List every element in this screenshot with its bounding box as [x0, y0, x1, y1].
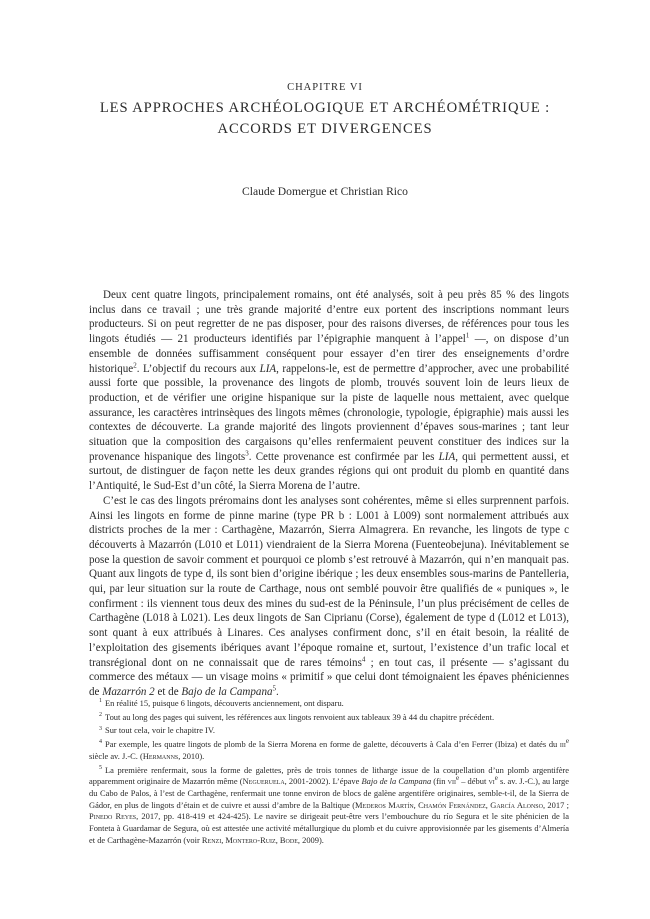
wreck-name: Bajo de la Campana	[361, 776, 432, 787]
footnote-ref-4[interactable]: 4	[361, 654, 366, 663]
text-run: s. av. J.-C.), au large du Cabo de Palos, à l’est de Carthagène, renfermait une tonne environ de blocs de galène argentifère originaires, semble-t-il, de la Sierra de Gádor, en plus de lingots d’étain et de cuivre et aussi d’ambre de la Baltique (	[89, 776, 569, 810]
text-run: C’est le cas des lingots préromains dont les analyses sont cohérentes, même si elles surprennent parfois. Ainsi les lingots en forme de pinne marine (type PR b : L001 à L009) sont normalement attribués aux districts proches de la mer : Carthagène, Mazarrón, Sierra Almagrera. En revanche, les lingots de type c découverts à Mazarrón (L010 et L011) viendraient de la Sierra Morena (Fuenteobejuna). Inévitablement se pose la question de savoir comment et pourquoi ce plomb s’est retrouvé à Mazarrón, qui n’en manquait pas. Quant aux lingots de type d, ils sont bien d’origine ibérique ; les deux ensembles sous-marins de Pantelleria, qui, par leur situation sur la route de Carthage, nous ont semblé pouvoir être qualifiés de « puniques », le confirment : ils viennent tous deux des mines du sud-est de la Péninsule, l’un plus précisément de celles de Carthagène (L018 à L021). Les deux lingots de San Ciprianu (Corse), également de type d (L012 et L013), sont quant à eux attribués à Linares. Ces analyses confirment donc, s’il en était besoin, la réalité de l’exploitation des gisements ibériques avant l’époque romaine et, surtout, l’existence d’un trafic local et transrégional dont on ne connaissait que de rares témoins	[89, 494, 569, 669]
wreck-name: Mazarrón 2	[102, 685, 155, 698]
text-run: , 2017, pp. 418-419 et 424-425). Le navire se dirigeait peut-être vers l’embouchure du río Segura et le site phénicien de la Fonteta à Guardamar de Segura, où est attestée une activité métallurgique du plomb et du cuivre approvisionnée par les gisements d’Almería et de Carthagène-Mazarrón (voir	[89, 811, 569, 845]
footnote-number: 4	[99, 739, 102, 746]
ordinal-suffix: e	[565, 737, 569, 746]
footnote-2	[89, 712, 569, 724]
lia-term: LIA	[438, 450, 456, 463]
footnote-1	[89, 698, 569, 710]
text-run: , 2001-2002). L’épave	[284, 776, 362, 787]
text-run: – début	[459, 776, 489, 787]
bib-ref: Mederos Martín, Chamón Fernández, García Alonso	[355, 799, 543, 810]
text-run: La première renfermait, sous la forme de galettes, près de trois tonnes de litharge issue de la coupellation d’un plomb argentifère apparemment originaire de Mazarrón même (	[89, 764, 569, 787]
body-text	[89, 288, 569, 700]
text-run: .	[276, 685, 279, 698]
text-run: (fin	[431, 776, 448, 787]
footnote-ref-3[interactable]: 3	[245, 449, 249, 458]
footnote-ref-5[interactable]: 5	[272, 684, 277, 693]
century-numeral: vii	[447, 776, 456, 787]
footnote-5	[89, 765, 569, 847]
footnote-4	[89, 739, 569, 762]
text-run: . Cette provenance est confirmée par les	[248, 450, 439, 463]
lia-term: LIA	[259, 362, 277, 375]
text-run: , 2009).	[297, 834, 324, 845]
footnote-ref-1[interactable]: 1	[465, 331, 470, 340]
chapter-title-line-2: ACCORDS ET DIVERGENCES	[217, 121, 433, 137]
text-run: et de	[154, 685, 182, 698]
chapter-title-line-1: LES APPROCHES ARCHÉOLOGIQUE ET ARCHÉOMÉTRIQUE :	[99, 100, 551, 116]
bib-ref: Pinedo Reyes	[89, 811, 137, 822]
authors: Claude Domergue et Christian Rico	[242, 185, 408, 198]
footnote-number: 2	[99, 711, 102, 718]
text-run: Deux cent quatre lingots, principalement romains, ont été analysés, soit à peu près 85 % des lingots inclus dans ce travail ; une très grande majorité d’entre eux portent des inscriptions nommant leurs producteurs. Si on peut regretter de ne pas disposer, pour des raisons diverses, de références pour tous les lingots étudiés — 21 producteurs identifiés par l’épigraphie manquent à l’appel	[89, 289, 569, 346]
text-run: ; en tout cas, il présente — s’agissant du commerce des métaux — un visage moins « primitif » que celui dont témoignaient les épaves phéniciennes de	[89, 656, 569, 698]
bib-ref: Negueruela	[242, 776, 285, 787]
footnote-text: En réalité 15, puisque 6 lingots, découverts anciennement, ont disparu.	[105, 698, 344, 708]
text-run: , qui permettent aussi, et surtout, de distinguer de façon nette les deux grandes régions qui ont produit du plomb en quantité dans l’Antiquité, le Sud-Est d’un côté, la Sierra Morena de l’autre.	[89, 450, 569, 493]
footnote-number: 1	[99, 698, 102, 705]
wreck-name: Bajo de la Campana	[181, 685, 273, 698]
footnote-number: 5	[99, 764, 102, 771]
footnote-text: Sur tout cela, voir le chapitre IV.	[105, 725, 215, 736]
chapter-label: CHAPITRE VI	[287, 82, 363, 93]
footnotes	[89, 698, 569, 848]
century-numeral: vi	[488, 776, 495, 787]
footnote-3	[89, 725, 569, 737]
bib-ref: Hermanns	[142, 750, 179, 761]
ordinal-suffix: e	[455, 774, 460, 783]
paragraph-1	[89, 288, 569, 494]
paragraph-2	[89, 494, 569, 700]
century-numeral: iii	[559, 739, 566, 750]
footnote-ref-2[interactable]: 2	[133, 360, 137, 369]
text-run: , 2017 ;	[542, 799, 569, 810]
ordinal-suffix: e	[494, 774, 498, 783]
bib-ref: Renzi, Montero-Ruiz, Bode	[201, 834, 298, 845]
chapter-title	[0, 98, 650, 140]
text-run: , 2010).	[178, 750, 205, 761]
text-run: Par exemple, les quatre lingots de plomb de la Sierra Morena en forme de galette, découverts à Cala d’en Ferrer (Ibiza) et datés du	[105, 739, 560, 750]
text-run: siècle av. J.-C. (	[89, 750, 143, 761]
text-run: , rappelons-le, est de permettre d’approcher, avec une probabilité aussi forte que possible, la provenance des lingots de plomb, trouvés souvent loin de leurs lieux de production, et de vérifier une origine hispanique sur la piste de laquelle nous mettaient, avec quelque assurance, les caractères intrinsèques des lingots mêmes (chronologie, typologie, épigraphie) mais aussi les contextes de découverte. La grande majorité des lingots proviennent d’épaves sous-marines ; tant leur situation que la composition des cargaisons qu’elles renfermaient peuvent constituer des indices sur la provenance hispanique des lingots	[89, 362, 569, 463]
footnote-number: 3	[99, 725, 102, 732]
text-run: . L’objectif du recours aux	[136, 362, 260, 375]
footnote-text: Tout au long des pages qui suivent, les références aux lingots renvoient aux tableaux 39 à 44 du chapitre précédent.	[105, 711, 495, 722]
text-run: —, on dispose d’un ensemble de données suffisamment conséquent pour essayer d’en tirer des enseignements d’ordre historique	[89, 333, 569, 375]
